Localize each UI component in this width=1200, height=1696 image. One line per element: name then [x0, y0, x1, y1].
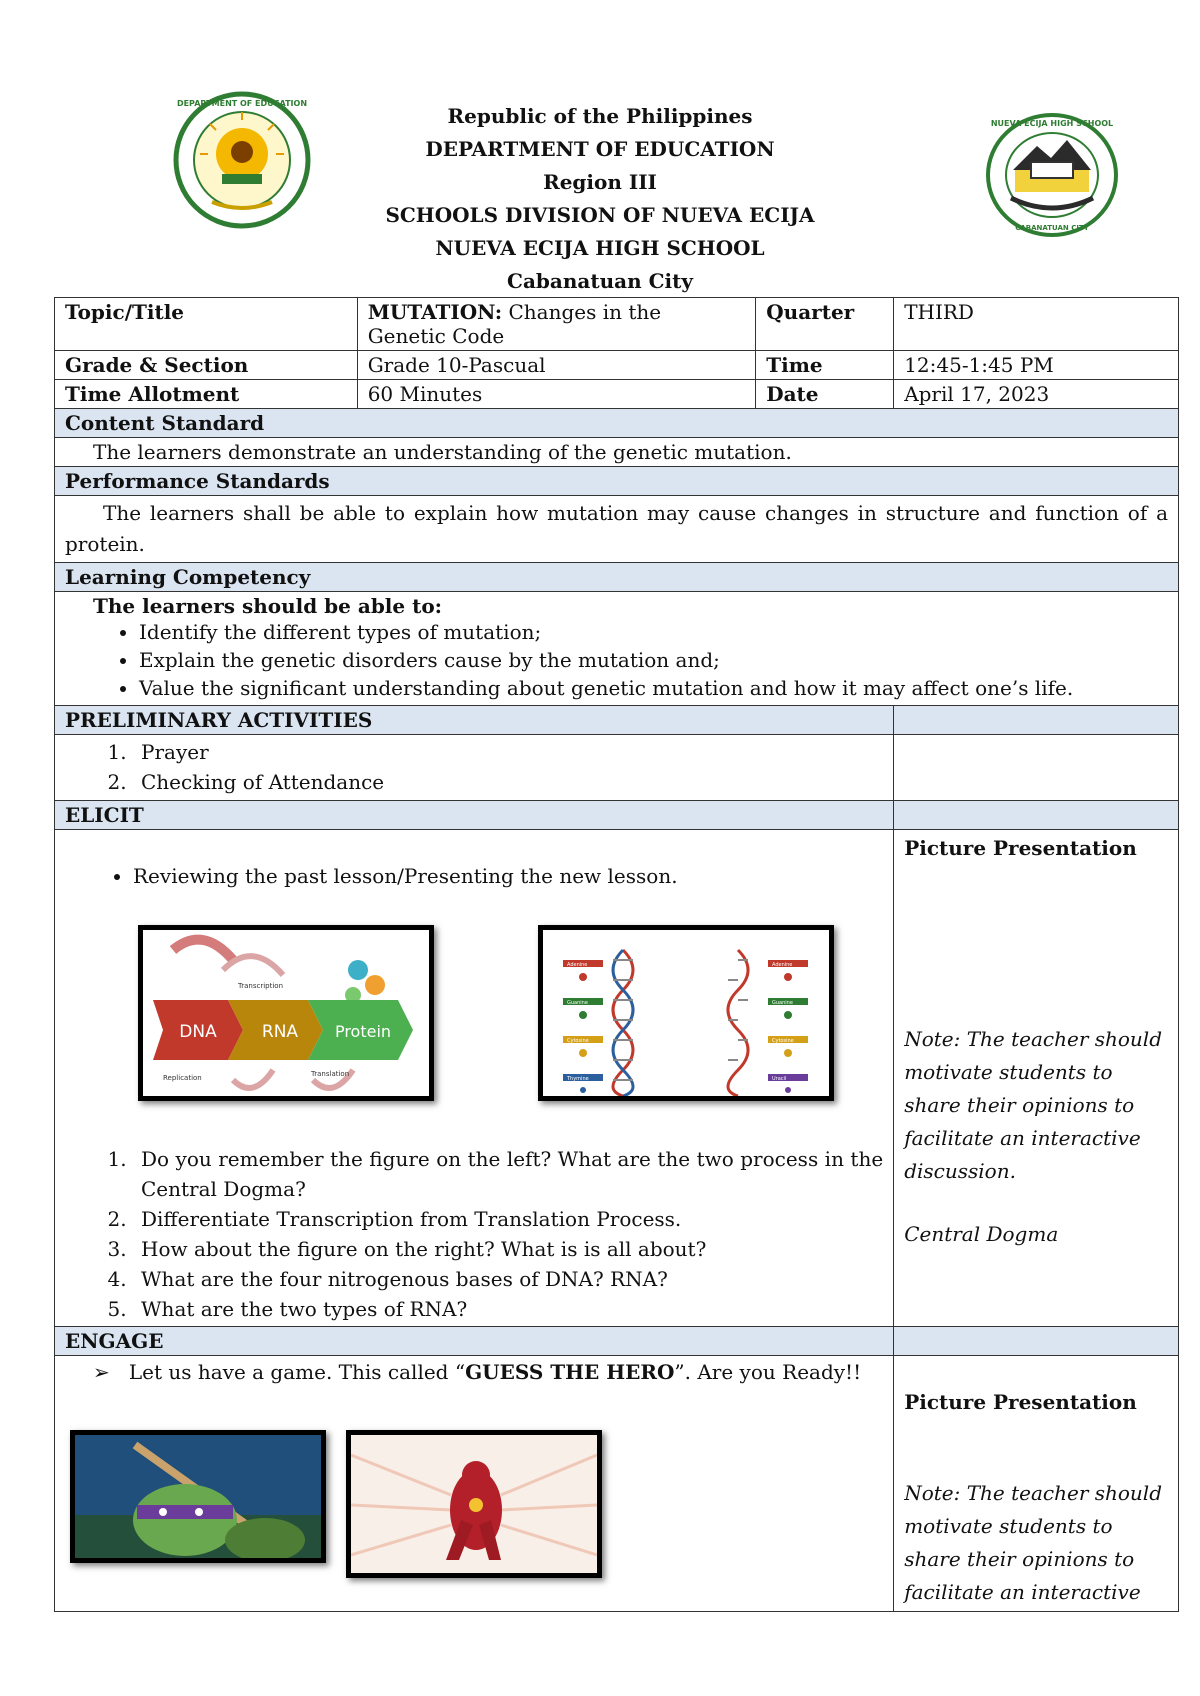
preliminary-heading: PRELIMINARY ACTIVITIES: [55, 706, 894, 735]
replication-label: Replication: [163, 1074, 202, 1082]
deped-division-seal-icon: [172, 90, 312, 230]
learning-competency-body: [55, 592, 1179, 706]
preliminary-side: [894, 735, 1179, 801]
elicit-questions: [65, 1144, 883, 1324]
engage-side-note: Note: The teacher should motivate students to share their opinions to facilitate an interactive: [904, 1481, 1163, 1604]
content-standard-text: The learners demonstrate an understanding of the genetic mutation.: [55, 438, 1179, 467]
preliminary-body: [55, 735, 894, 801]
elicit-side-title: Picture Presentation: [904, 836, 1137, 860]
engage-prompt: [65, 1360, 883, 1384]
list-item: • Reviewing the past lesson/Presenting the new lesson.: [133, 862, 883, 890]
engage-side-heading: [894, 1327, 1179, 1356]
topic-value-rest: Changes in the Genetic Code: [367, 300, 662, 348]
elicit-side-note: Note: The teacher should motivate students to share their opinions to facilitate an interactive discussion.: [904, 1027, 1163, 1183]
list-item: 1. Prayer: [133, 737, 883, 767]
list-item: 4. What are the four nitrogenous bases of DNA? RNA?: [133, 1264, 883, 1294]
base-label-left: Guanine: [567, 1000, 588, 1006]
performance-standards-heading: Performance Standards: [55, 467, 1179, 496]
hero-image-turtle: [70, 1430, 326, 1563]
topic-value-bold: MUTATION:: [367, 300, 503, 324]
protein-label: Protein: [334, 1022, 392, 1041]
engage-prompt-start: Let us have a game. This called “: [128, 1360, 466, 1384]
date-label: Date: [756, 380, 894, 409]
transcription-label: Transcription: [238, 982, 284, 990]
time-label: Time: [756, 351, 894, 380]
base-label-right: Guanine: [772, 1000, 793, 1006]
competency-list: [93, 618, 1168, 702]
elicit-heading: ELICIT: [55, 801, 894, 830]
flash-hero-graphic: [351, 1435, 597, 1573]
engage-prompt-end: ”. Are you Ready!!: [674, 1360, 862, 1384]
base-label-left: Cytosine: [567, 1038, 589, 1044]
list-item: • Value the significant understanding about genetic mutation and how it may affect one’s life.: [139, 674, 1168, 702]
nueva-ecija-high-school-seal-icon: [985, 112, 1120, 238]
base-label-right: Uracil: [772, 1076, 787, 1082]
letterhead-line: NUEVA ECIJA HIGH SCHOOL: [435, 236, 765, 260]
elicit-side: [894, 830, 1179, 1327]
central-dogma-figure: [138, 925, 434, 1101]
info-row-grade: [55, 351, 1179, 380]
preliminary-side-heading: [894, 706, 1179, 735]
elicit-bullets: [65, 862, 883, 890]
central-dogma-graphic: [143, 930, 429, 1096]
dna-label: DNA: [179, 1022, 217, 1042]
turtle-hero-graphic: [75, 1435, 321, 1558]
hero-image-flash: [346, 1430, 602, 1578]
letterhead-line: Cabanatuan City: [507, 269, 693, 293]
svg-text:DEPARTMENT OF EDUCATION: DEPARTMENT OF EDUCATION: [176, 99, 308, 108]
list-item: 5. What are the two types of RNA?: [133, 1294, 883, 1324]
info-row-allotment: [55, 380, 1179, 409]
base-label-left: Thymine: [567, 1076, 589, 1082]
quarter-value: THIRD: [894, 298, 1179, 351]
letterhead-line: SCHOOLS DIVISION OF NUEVA ECIJA: [385, 203, 815, 227]
info-row-topic: [55, 298, 1179, 351]
topic-value: [357, 298, 756, 351]
letterhead-line: DEPARTMENT OF EDUCATION: [425, 137, 775, 161]
letterhead-line: Region III: [543, 170, 657, 194]
allotment-value: 60 Minutes: [357, 380, 756, 409]
svg-text:CABANATUAN CITY: CABANATUAN CITY: [1015, 224, 1089, 232]
learning-competency-lead: The learners should be able to:: [93, 594, 443, 618]
dna-rna-figure: [538, 925, 834, 1101]
preliminary-list: [65, 737, 883, 797]
grade-label: Grade & Section: [55, 351, 358, 380]
list-item: 2. Checking of Attendance: [133, 767, 883, 797]
learning-competency-heading: Learning Competency: [55, 563, 1179, 592]
base-label-right: Adenine: [772, 962, 793, 968]
base-label-right: Cytosine: [772, 1038, 794, 1044]
list-item: • Identify the different types of mutation;: [139, 618, 1168, 646]
engage-side: [894, 1356, 1179, 1612]
elicit-side-heading: [894, 801, 1179, 830]
performance-standards-text: The learners shall be able to explain how mutation may cause changes in structure and function of a protein.: [55, 496, 1179, 563]
dna-rna-graphic: [543, 930, 829, 1096]
engage-prompt-bold: GUESS THE HERO: [465, 1360, 675, 1384]
grade-value: Grade 10-Pascual: [357, 351, 756, 380]
list-item: 3. How about the figure on the right? What is is all about?: [133, 1234, 883, 1264]
time-value: 12:45-1:45 PM: [894, 351, 1179, 380]
rna-label: RNA: [261, 1022, 299, 1042]
quarter-label: Quarter: [756, 298, 894, 351]
engage-side-title: Picture Presentation: [904, 1390, 1137, 1414]
list-item: 1. Do you remember the figure on the left? What are the two process in the Central Dogma?: [133, 1144, 883, 1204]
svg-text:NUEVA ECIJA HIGH SCHOOL: NUEVA ECIJA HIGH SCHOOL: [990, 119, 1114, 128]
letterhead-line: Republic of the Philippines: [447, 104, 753, 128]
content-standard-heading: Content Standard: [55, 409, 1179, 438]
topic-label: Topic/Title: [55, 298, 358, 351]
date-value: April 17, 2023: [894, 380, 1179, 409]
engage-heading: ENGAGE: [55, 1327, 894, 1356]
arrow-bullet-icon: ➢: [93, 1360, 110, 1384]
translation-label: Translation: [311, 1070, 350, 1078]
letterhead: [360, 100, 840, 298]
allotment-label: Time Allotment: [55, 380, 358, 409]
list-item: • Explain the genetic disorders cause by the mutation and;: [139, 646, 1168, 674]
base-label-left: Adenine: [567, 962, 588, 968]
list-item: 2. Differentiate Transcription from Translation Process.: [133, 1204, 883, 1234]
elicit-side-extra: Central Dogma: [904, 1222, 1059, 1246]
